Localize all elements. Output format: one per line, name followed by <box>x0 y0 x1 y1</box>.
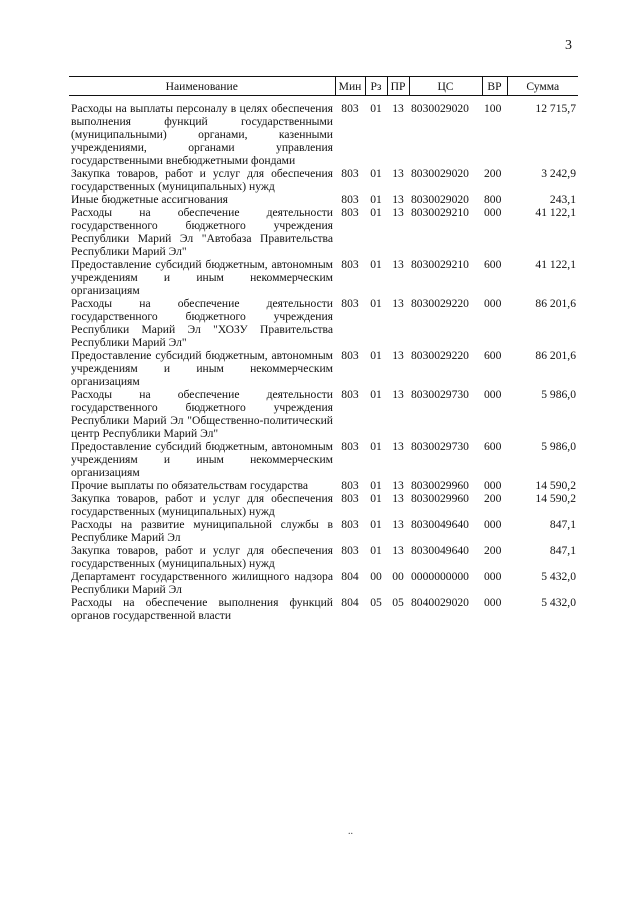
cell-rz: 01 <box>370 193 382 206</box>
cell-name: Расходы на развитие муниципальной службы в Республике Марий Эл <box>71 518 333 544</box>
cell-rz: 01 <box>370 102 382 115</box>
cell-rz: 01 <box>370 544 382 557</box>
column-header-pr: ПР <box>387 77 409 96</box>
cell-min: 803 <box>341 388 359 401</box>
cell-cs: 8030029960 <box>411 492 469 505</box>
table-row <box>69 596 578 622</box>
cell-min: 803 <box>341 258 359 271</box>
table-row <box>69 388 578 440</box>
cell-sum: 5 986,0 <box>541 388 576 401</box>
cell-cs: 8030029020 <box>411 102 469 115</box>
column-header-min: Мин <box>335 77 365 96</box>
cell-pr: 13 <box>392 258 404 271</box>
cell-sum: 14 590,2 <box>535 492 576 505</box>
cell-sum: 41 122,1 <box>535 258 576 271</box>
cell-pr: 13 <box>392 102 404 115</box>
cell-pr: 00 <box>392 570 404 583</box>
table-row <box>69 349 578 388</box>
cell-rz: 01 <box>370 297 382 310</box>
table-row <box>69 492 578 518</box>
cell-vr: 600 <box>484 349 502 362</box>
cell-pr: 05 <box>392 596 404 609</box>
cell-rz: 01 <box>370 479 382 492</box>
column-header-cs: ЦС <box>409 77 482 96</box>
cell-vr: 200 <box>484 167 502 180</box>
cell-vr: 000 <box>484 388 502 401</box>
cell-vr: 000 <box>484 570 502 583</box>
cell-vr: 000 <box>484 206 502 219</box>
table-header-row <box>69 77 578 96</box>
cell-name: Расходы на обеспечение деятельности государственного бюджетного учреждения Республики Марий Эл "Автобаза Правительства Республики Марий Эл" <box>71 206 333 258</box>
cell-name: Иные бюджетные ассигнования <box>71 193 228 206</box>
cell-sum: 86 201,6 <box>535 297 576 310</box>
table-row <box>69 297 578 349</box>
cell-min: 803 <box>341 492 359 505</box>
cell-pr: 13 <box>392 206 404 219</box>
cell-pr: 13 <box>392 349 404 362</box>
cell-name: Закупка товаров, работ и услуг для обеспечения государственных (муниципальных) нужд <box>71 544 333 570</box>
cell-pr: 13 <box>392 440 404 453</box>
cell-cs: 8030029220 <box>411 349 469 362</box>
cell-cs: 8040029020 <box>411 596 469 609</box>
cell-cs: 8030029020 <box>411 193 469 206</box>
column-header-sum: Сумма <box>507 77 578 96</box>
cell-sum: 847,1 <box>549 518 576 531</box>
cell-cs: 8030029210 <box>411 258 469 271</box>
cell-min: 803 <box>341 544 359 557</box>
cell-rz: 01 <box>370 440 382 453</box>
cell-pr: 13 <box>392 518 404 531</box>
cell-rz: 05 <box>370 596 382 609</box>
column-header-vr: ВР <box>482 77 507 96</box>
cell-name: Расходы на обеспечение деятельности государственного бюджетного учреждения Республики Марий Эл "ХОЗУ Правительства Республики Марий Эл" <box>71 297 333 349</box>
cell-sum: 847,1 <box>549 544 576 557</box>
cell-sum: 243,1 <box>549 193 576 206</box>
cell-min: 803 <box>341 349 359 362</box>
cell-min: 803 <box>341 167 359 180</box>
cell-cs: 8030029220 <box>411 297 469 310</box>
cell-name: Департамент государственного жилищного надзора Республики Марий Эл <box>71 570 333 596</box>
cell-min: 803 <box>341 102 359 115</box>
cell-cs: 8030029210 <box>411 206 469 219</box>
cell-vr: 000 <box>484 518 502 531</box>
table-row <box>69 518 578 544</box>
cell-cs: 0000000000 <box>411 570 469 583</box>
cell-name: Закупка товаров, работ и услуг для обеспечения государственных (муниципальных) нужд <box>71 492 333 518</box>
cell-sum: 3 242,9 <box>541 167 576 180</box>
cell-rz: 00 <box>370 570 382 583</box>
table-row <box>69 167 578 193</box>
cell-rz: 01 <box>370 206 382 219</box>
cell-sum: 41 122,1 <box>535 206 576 219</box>
cell-min: 803 <box>341 193 359 206</box>
column-header-rz: Рз <box>365 77 387 96</box>
column-header-name: Наименование <box>69 77 335 96</box>
cell-name: Расходы на выплаты персоналу в целях обеспечения выполнения функций государственными (муниципальными) органами, казенными учреждениями, органами управления государственными внебюджетными фондами <box>71 102 333 167</box>
cell-min: 803 <box>341 206 359 219</box>
cell-name: Предоставление субсидий бюджетным, автономным учреждениям и иным некоммерческим организациям <box>71 440 333 479</box>
cell-rz: 01 <box>370 258 382 271</box>
table-row <box>69 206 578 258</box>
cell-vr: 600 <box>484 258 502 271</box>
table-row <box>69 570 578 596</box>
cell-rz: 01 <box>370 388 382 401</box>
cell-pr: 13 <box>392 297 404 310</box>
cell-name: Расходы на обеспечение деятельности государственного бюджетного учреждения Республики Марий Эл "Общественно-политический центр Республики Марий Эл" <box>71 388 333 440</box>
cell-pr: 13 <box>392 167 404 180</box>
cell-cs: 8030029960 <box>411 479 469 492</box>
cell-min: 804 <box>341 596 359 609</box>
cell-pr: 13 <box>392 544 404 557</box>
cell-pr: 13 <box>392 492 404 505</box>
cell-name: Предоставление субсидий бюджетным, автономным учреждениям и иным некоммерческим организациям <box>71 349 333 388</box>
cell-vr: 000 <box>484 297 502 310</box>
cell-name: Предоставление субсидий бюджетным, автономным учреждениям и иным некоммерческим организациям <box>71 258 333 297</box>
cell-name: Закупка товаров, работ и услуг для обеспечения государственных (муниципальных) нужд <box>71 167 333 193</box>
cell-rz: 01 <box>370 492 382 505</box>
cell-sum: 5 432,0 <box>541 570 576 583</box>
cell-cs: 8030049640 <box>411 518 469 531</box>
table-row <box>69 258 578 297</box>
cell-sum: 5 986,0 <box>541 440 576 453</box>
cell-vr: 000 <box>484 479 502 492</box>
footer-mark: .. <box>348 826 353 837</box>
cell-sum: 14 590,2 <box>535 479 576 492</box>
cell-rz: 01 <box>370 167 382 180</box>
cell-min: 803 <box>341 440 359 453</box>
cell-pr: 13 <box>392 479 404 492</box>
page-number: 3 <box>565 38 572 53</box>
cell-cs: 8030049640 <box>411 544 469 557</box>
table-row <box>69 479 578 492</box>
cell-name: Прочие выплаты по обязательствам государства <box>71 479 308 492</box>
budget-table <box>69 76 578 622</box>
cell-pr: 13 <box>392 193 404 206</box>
cell-min: 804 <box>341 570 359 583</box>
table-row <box>69 440 578 479</box>
cell-cs: 8030029020 <box>411 167 469 180</box>
cell-cs: 8030029730 <box>411 388 469 401</box>
table-row <box>69 193 578 206</box>
cell-vr: 000 <box>484 596 502 609</box>
cell-pr: 13 <box>392 388 404 401</box>
cell-vr: 100 <box>484 102 502 115</box>
cell-vr: 600 <box>484 440 502 453</box>
table-row <box>69 96 578 168</box>
cell-vr: 200 <box>484 544 502 557</box>
cell-sum: 12 715,7 <box>535 102 576 115</box>
cell-sum: 86 201,6 <box>535 349 576 362</box>
cell-min: 803 <box>341 297 359 310</box>
table-row <box>69 544 578 570</box>
cell-name: Расходы на обеспечение выполнения функций органов государственной власти <box>71 596 333 622</box>
cell-rz: 01 <box>370 518 382 531</box>
cell-min: 803 <box>341 518 359 531</box>
cell-sum: 5 432,0 <box>541 596 576 609</box>
cell-min: 803 <box>341 479 359 492</box>
cell-vr: 800 <box>484 193 502 206</box>
cell-rz: 01 <box>370 349 382 362</box>
cell-cs: 8030029730 <box>411 440 469 453</box>
cell-vr: 200 <box>484 492 502 505</box>
